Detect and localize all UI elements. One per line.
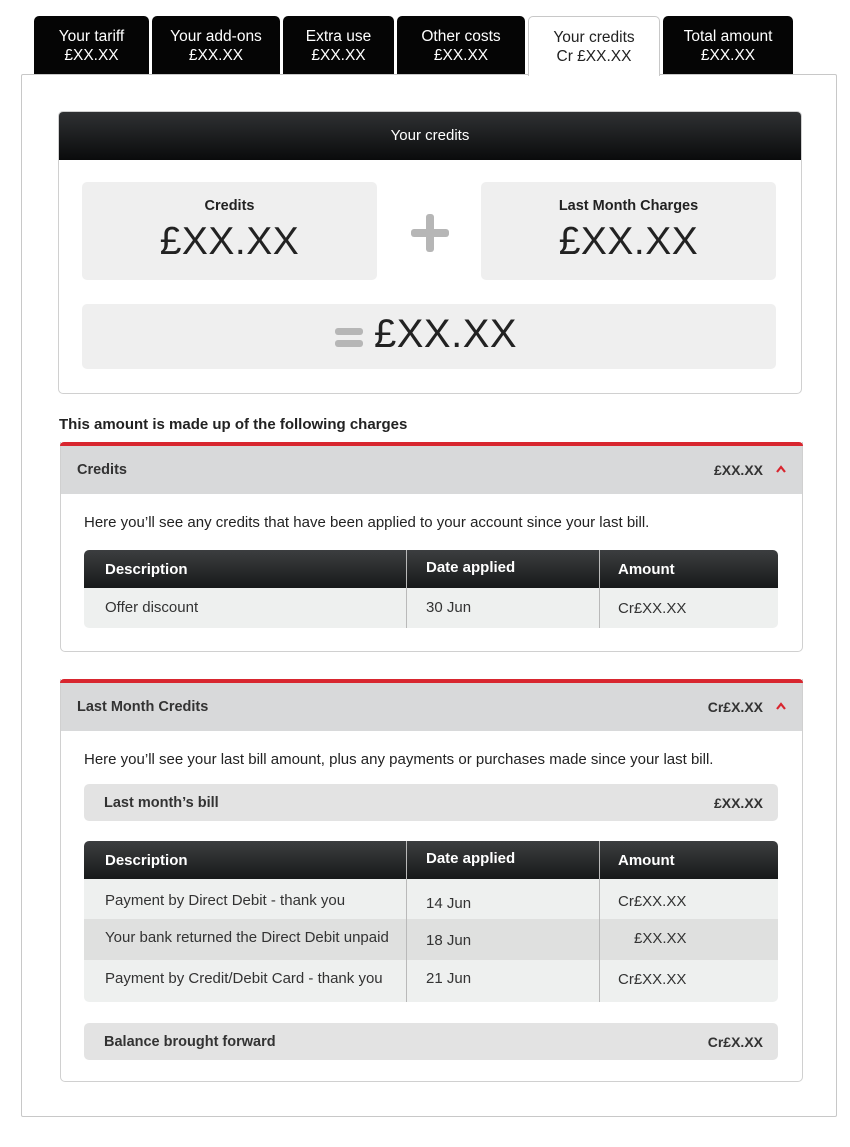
last-month-credits-section bbox=[60, 679, 803, 1082]
last-month-charges-value: £XX.XX bbox=[558, 220, 699, 263]
tab-extra-use[interactable] bbox=[283, 16, 394, 74]
row-date: 30 Jun bbox=[426, 599, 472, 616]
credits-table bbox=[84, 550, 778, 628]
tab-total-amount[interactable] bbox=[663, 16, 793, 74]
tab-amount: Cr £XX.XX bbox=[556, 48, 632, 65]
table-row bbox=[84, 919, 778, 960]
row-description: Payment by Credit/Debit Card - thank you bbox=[105, 970, 383, 987]
column-header-description: Description bbox=[105, 852, 188, 869]
tab-label: Your tariff bbox=[58, 28, 125, 45]
chevron-up-icon[interactable] bbox=[776, 702, 785, 711]
total-value: £XX.XX bbox=[374, 312, 518, 356]
plus-icon bbox=[411, 214, 449, 252]
charges-intro-heading: This amount is made up of the following charges bbox=[59, 416, 408, 433]
payments-table bbox=[84, 841, 778, 1002]
tab-label: Your credits bbox=[553, 29, 635, 46]
column-divider bbox=[406, 841, 407, 1002]
credits-box bbox=[82, 182, 377, 280]
row-description: Offer discount bbox=[105, 599, 199, 616]
tab-label: Extra use bbox=[305, 28, 372, 45]
credits-section bbox=[60, 442, 803, 652]
tab-label: Total amount bbox=[683, 28, 773, 45]
tab-amount: £XX.XX bbox=[433, 47, 489, 64]
last-month-charges-label: Last Month Charges bbox=[558, 198, 699, 214]
total-box bbox=[82, 304, 776, 369]
last-month-charges-box bbox=[481, 182, 776, 280]
tab-label: Your add-ons bbox=[170, 28, 262, 45]
credits-panel bbox=[21, 74, 837, 1117]
tab-your-credits[interactable] bbox=[528, 16, 660, 76]
bill-amount: £XX.XX bbox=[713, 795, 763, 811]
tab-other-costs[interactable] bbox=[397, 16, 525, 74]
row-date: 21 Jun bbox=[426, 970, 472, 987]
bill-label: Last month’s bill bbox=[104, 795, 219, 811]
tab-amount: £XX.XX bbox=[188, 47, 244, 64]
row-amount: Cr£XX.XX bbox=[618, 600, 687, 617]
tab-amount: £XX.XX bbox=[700, 47, 756, 64]
equals-icon bbox=[335, 328, 363, 348]
credits-value: £XX.XX bbox=[159, 220, 300, 263]
balance-label: Balance brought forward bbox=[104, 1034, 276, 1050]
section-title: Credits bbox=[77, 462, 127, 478]
balance-brought-forward-row bbox=[84, 1023, 778, 1060]
column-header-amount: Amount bbox=[618, 852, 675, 869]
row-amount: Cr£XX.XX bbox=[618, 893, 687, 910]
table-row bbox=[84, 588, 778, 628]
tab-your-tariff[interactable] bbox=[34, 16, 149, 74]
column-header-date: Date applied bbox=[426, 559, 516, 576]
column-divider bbox=[599, 550, 600, 628]
section-description: Here you’ll see your last bill amount, plus any payments or purchases made since your last bill. bbox=[84, 751, 714, 768]
tab-label: Other costs bbox=[421, 28, 501, 45]
table-row bbox=[84, 960, 778, 1002]
tab-amount: £XX.XX bbox=[311, 47, 366, 64]
last-month-bill-row bbox=[84, 784, 778, 821]
row-date: 18 Jun bbox=[426, 932, 472, 949]
section-amount: Cr£X.XX bbox=[707, 699, 763, 715]
table-row bbox=[84, 879, 778, 919]
credits-label: Credits bbox=[204, 198, 255, 214]
row-description: Your bank returned the Direct Debit unpaid bbox=[105, 929, 389, 946]
section-title: Last Month Credits bbox=[77, 699, 209, 715]
section-amount: £XX.XX bbox=[713, 462, 763, 478]
tab-amount: £XX.XX bbox=[64, 47, 119, 64]
table-header bbox=[84, 550, 778, 588]
column-header-amount: Amount bbox=[618, 561, 675, 578]
column-divider bbox=[599, 841, 600, 1002]
credits-summary-card bbox=[58, 111, 802, 394]
row-amount: £XX.XX bbox=[634, 930, 687, 947]
balance-amount: Cr£X.XX bbox=[707, 1034, 763, 1050]
column-divider bbox=[406, 550, 407, 628]
tab-your-add-ons[interactable] bbox=[152, 16, 280, 74]
row-description: Payment by Direct Debit - thank you bbox=[105, 892, 346, 909]
section-description: Here you’ll see any credits that have been applied to your account since your last bill. bbox=[84, 514, 650, 531]
chevron-up-icon[interactable] bbox=[776, 465, 785, 474]
credits-section-header[interactable] bbox=[61, 446, 802, 494]
last-month-section-header[interactable] bbox=[61, 683, 802, 731]
column-header-date: Date applied bbox=[426, 850, 516, 867]
table-header bbox=[84, 841, 778, 879]
row-date: 14 Jun bbox=[426, 895, 472, 912]
column-header-description: Description bbox=[105, 561, 188, 578]
summary-title: Your credits bbox=[59, 112, 801, 160]
row-amount: Cr£XX.XX bbox=[618, 971, 687, 988]
